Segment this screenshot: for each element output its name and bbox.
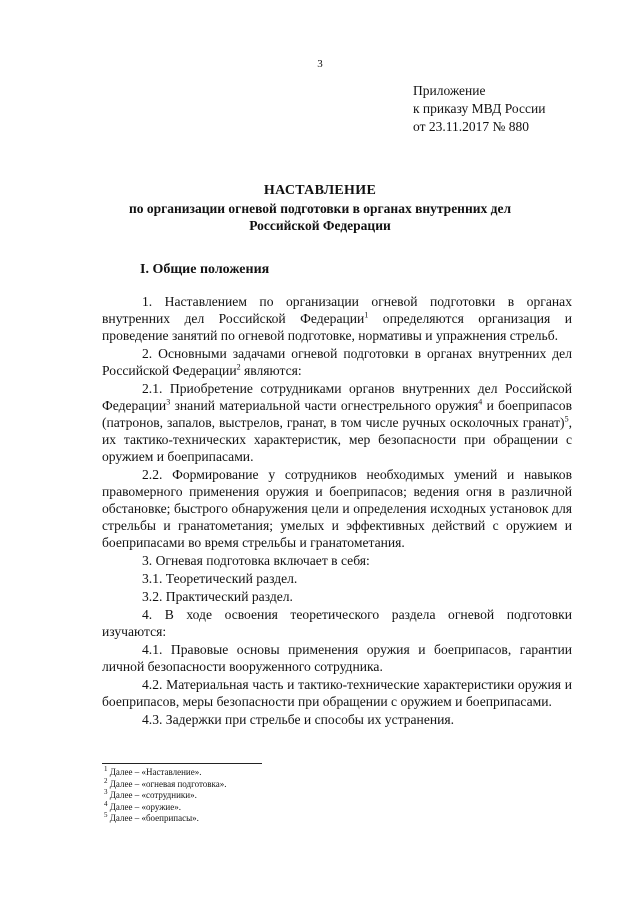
paragraph-1-part-b: определяются организация и проведение занятий по огневой подготовке, нормативы и упражнения стрельб. xyxy=(102,311,572,343)
paragraph-3: 3. Огневая подготовка включает в себя: xyxy=(142,553,370,568)
footnote-4-text: Далее – «оружие». xyxy=(107,801,181,812)
paragraph-1-part-a: 1. Наставлением по организации огневой подготовки в органах внутренних дел Российской Федерации xyxy=(102,294,572,326)
footnote-3-mark: 3 xyxy=(104,788,108,796)
footnotes xyxy=(104,767,227,825)
footnote-2-text: Далее – «огневая подготовка». xyxy=(107,778,227,789)
paragraph-2-part-b: являются: xyxy=(240,363,302,378)
footnote-4 xyxy=(104,799,227,814)
section-heading: I. Общие положения xyxy=(140,262,270,277)
footnote-1-mark: 1 xyxy=(104,765,108,773)
annex-line-2: к приказу МВД России xyxy=(413,101,546,116)
paragraph-2-1-part-d: , их тактико-технических характеристик, мер безопасности при обращении с оружием и боеприпасами. xyxy=(102,415,572,464)
footnote-ref-2: 2 xyxy=(236,362,241,372)
footnote-5 xyxy=(104,813,227,825)
footnote-3 xyxy=(104,790,227,802)
footnote-5-mark: 5 xyxy=(104,811,108,819)
footnote-1-text: Далее – «Наставление». xyxy=(107,767,202,777)
title-line-2: по организации огневой подготовки в органах внутренних дел xyxy=(128,201,512,216)
annex-line-3: от 23.11.2017 № 880 xyxy=(413,119,529,134)
footnote-2-mark: 2 xyxy=(104,776,108,785)
title-line-3: Российской Федерации xyxy=(249,218,391,233)
footnote-ref-1: 1 xyxy=(364,310,369,320)
paragraph-2-1-part-c: и боеприпасов (патронов, запалов, выстрелов, гранат, в том числе ручных осколочных гранат) xyxy=(102,398,572,430)
paragraph-3-2: 3.2. Практический раздел. xyxy=(142,589,293,604)
footnote-ref-5: 5 xyxy=(564,414,569,424)
document-body xyxy=(102,293,572,729)
footnote-ref-4: 4 xyxy=(478,397,483,407)
paragraph-4: 4. В ходе освоения теоретического раздела огневой подготовки изучаются: xyxy=(102,607,572,639)
paragraph-4-1: 4.1. Правовые основы применения оружия и боеприпасов, гарантии личной безопасности вооруженного сотрудника. xyxy=(102,642,572,674)
paragraph-2-1-part-a: 2.1. Приобретение сотрудниками органов внутренних дел Российской Федерации xyxy=(102,381,572,413)
footnote-1 xyxy=(104,767,227,779)
footnote-2 xyxy=(104,776,227,791)
annex-line-1: Приложение xyxy=(413,83,486,98)
title-main: НАСТАВЛЕНИЕ xyxy=(263,183,377,198)
paragraph-2-1 xyxy=(102,380,572,465)
annex-block xyxy=(413,82,545,136)
document-title xyxy=(0,181,640,234)
paragraph-4-3: 4.3. Задержки при стрельбе и способы их устранения. xyxy=(142,712,455,727)
paragraph-2 xyxy=(102,345,572,379)
footnote-4-mark: 4 xyxy=(104,799,108,808)
page-number: 3 xyxy=(317,58,323,70)
paragraph-2-1-part-b: знаний материальной части огнестрельного оружия xyxy=(170,398,479,413)
paragraph-2-part-a: 2. Основными задачами огневой подготовки в органах внутренних дел Российской Федерации xyxy=(102,346,572,378)
paragraph-4-2: 4.2. Материальная часть и тактико-технические характеристики оружия и боеприпасов, меры безопасности при обращении с оружием и боеприпасами. xyxy=(102,677,572,709)
paragraph-3-1: 3.1. Теоретический раздел. xyxy=(142,571,298,586)
footnote-divider xyxy=(102,763,262,764)
paragraph-2-2: 2.2. Формирование у сотрудников необходимых умений и навыков правомерного применения оружия и боеприпасов; ведения огня в различной обстановке; быстрого обнаружения цели и определения исходных установок для стрельбы и гранатометания; умелых и эффективных действий с оружием и боеприпасами во время стрельбы и гранатометания. xyxy=(102,467,572,550)
footnote-ref-3: 3 xyxy=(166,397,171,407)
footnote-3-text: Далее – «сотрудники». xyxy=(107,790,197,800)
footnote-5-text: Далее – «боеприпасы». xyxy=(107,813,199,823)
paragraph-1 xyxy=(102,293,572,344)
